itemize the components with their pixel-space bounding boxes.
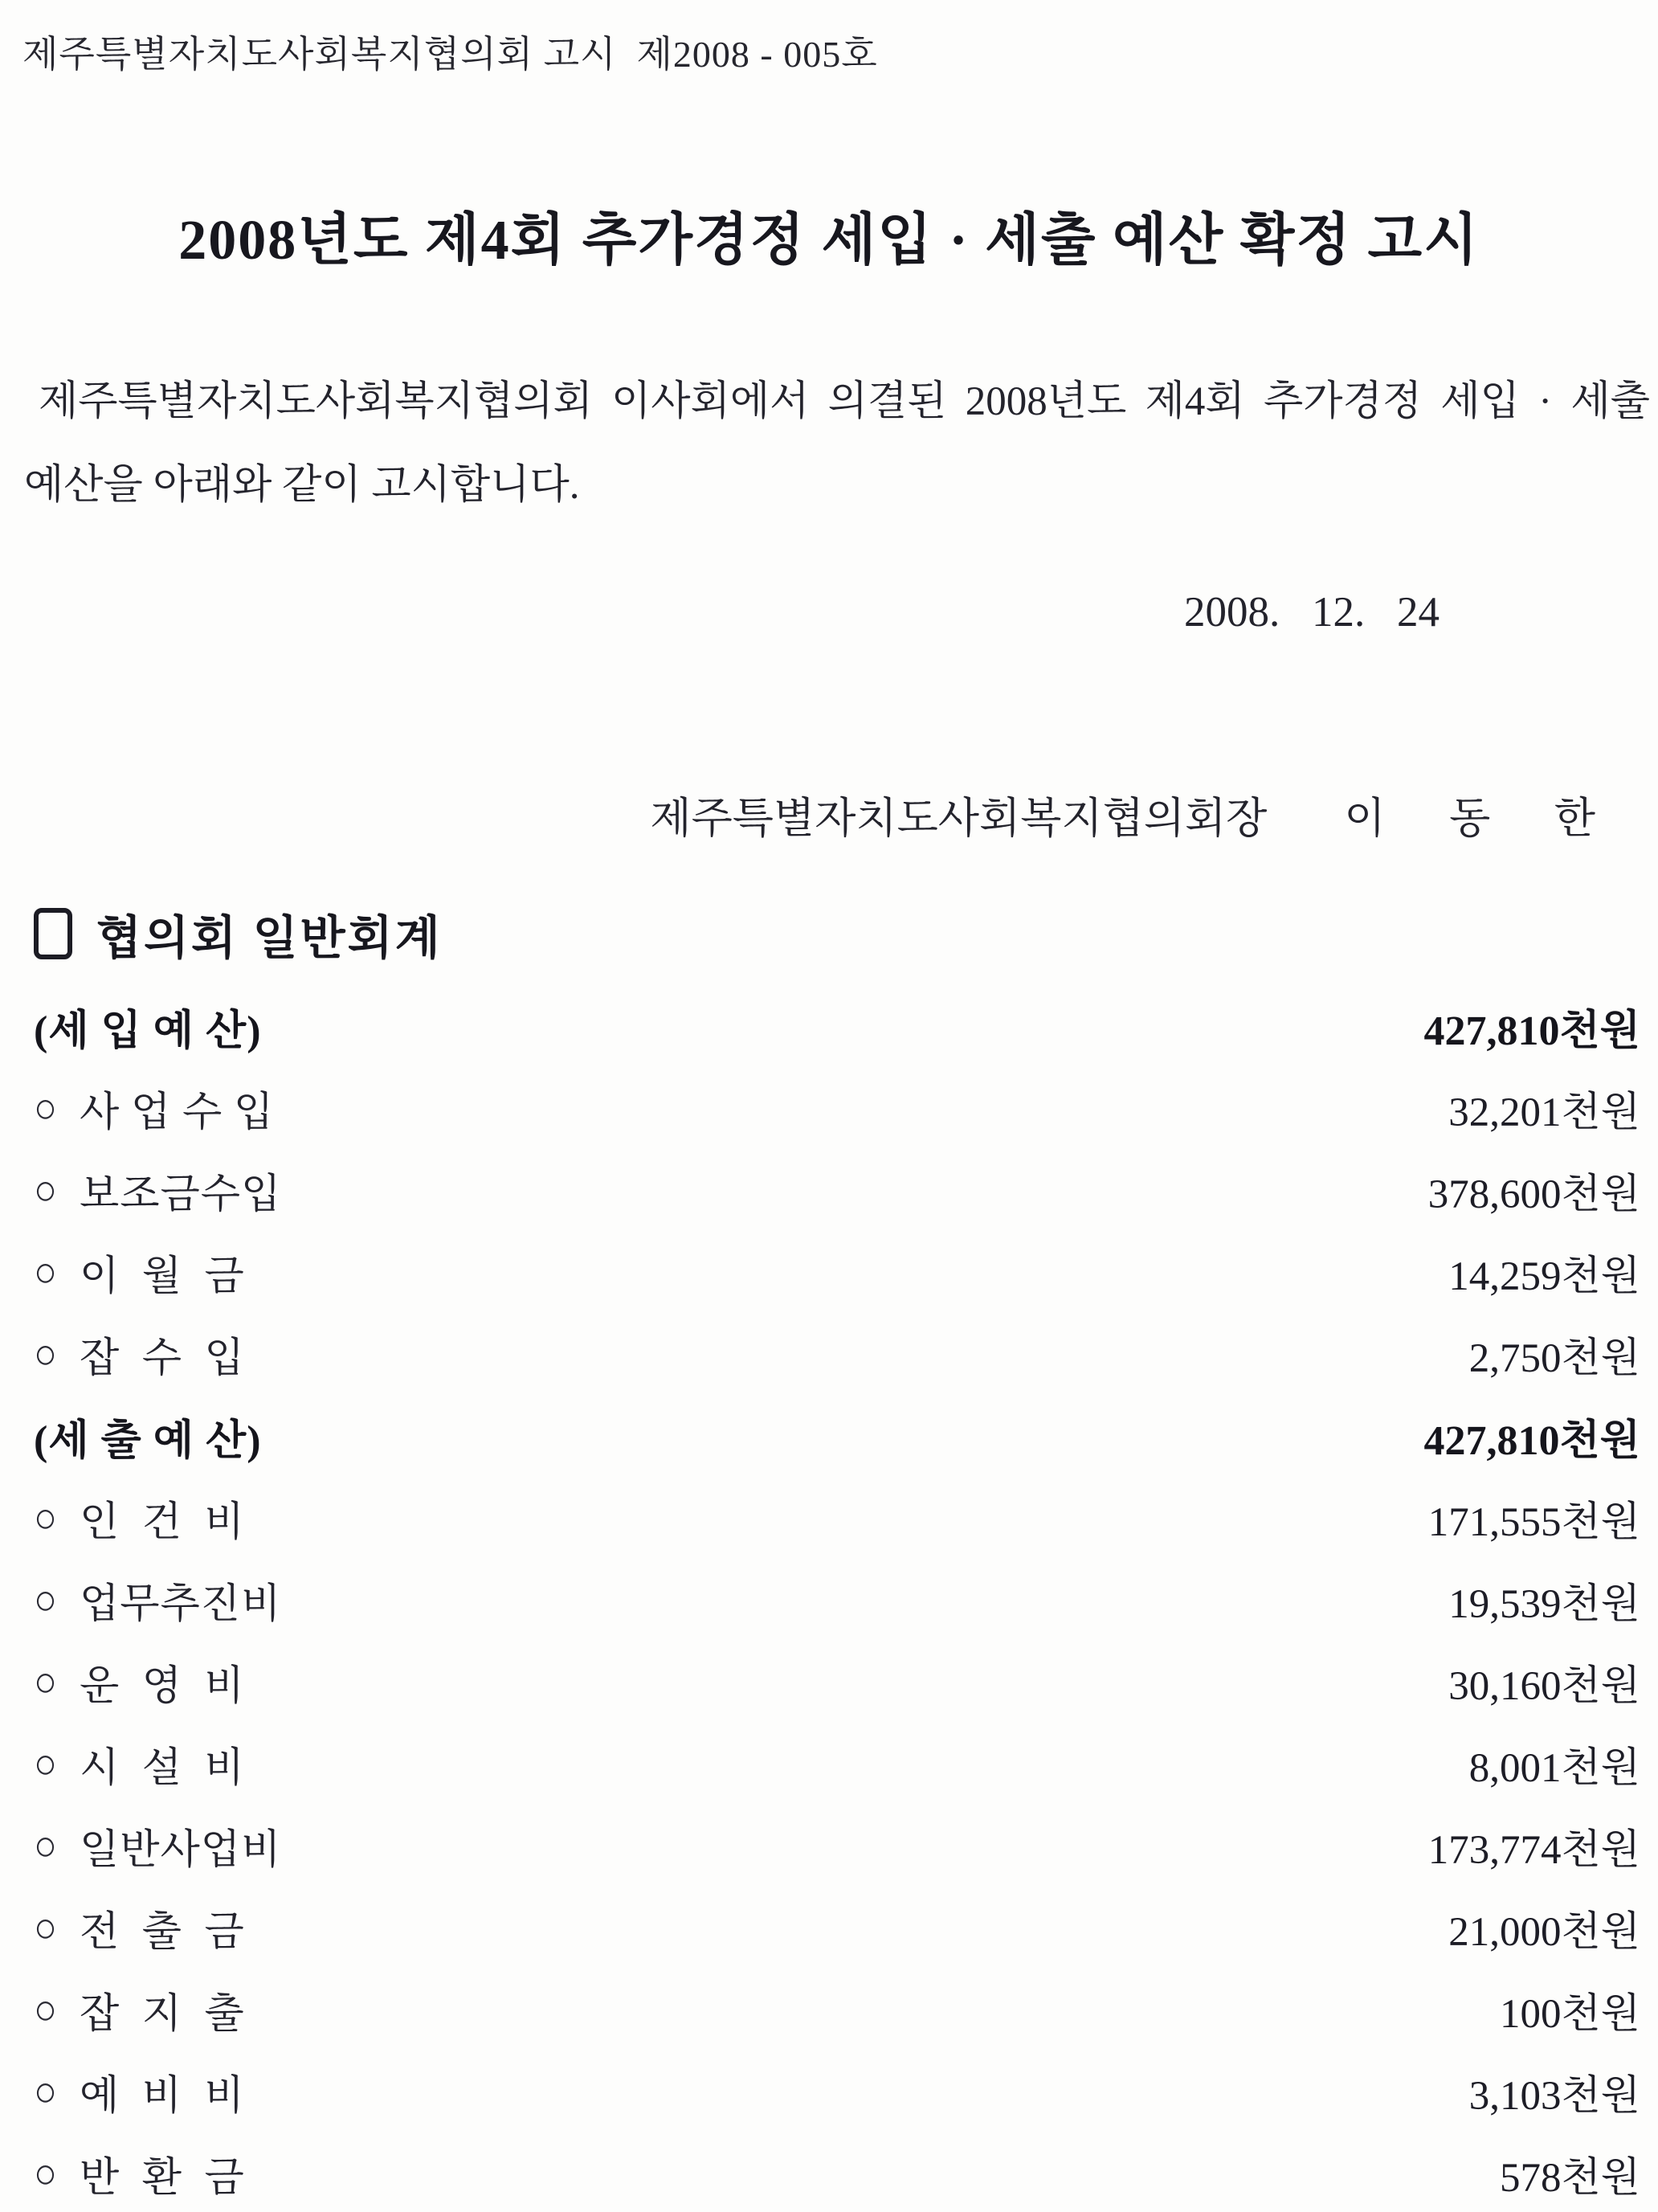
budget-row-label: 잡 수 입 [80, 1336, 245, 1381]
notice-date: 2008. 12. 24 [1184, 589, 1440, 636]
budget-row-value: 19,539천원 [1448, 1582, 1640, 1627]
budget-row-value: 173,774천원 [1427, 1828, 1640, 1873]
budget-row [34, 1067, 1640, 1149]
circle-bullet-icon: ○ [34, 1084, 57, 1132]
budget-row-label-group [34, 1816, 281, 1875]
budget-row-value: 171,555천원 [1427, 1500, 1640, 1545]
budget-row-value: 32,201천원 [1448, 1090, 1640, 1135]
budget-row-value: 427,810천원 [1423, 1417, 1640, 1464]
budget-row-label: 시 설 비 [80, 1746, 245, 1791]
checkbox-square-icon [34, 908, 72, 959]
budget-row-label: 인 건 비 [80, 1500, 245, 1545]
budget-row-label: 잡 지 출 [80, 1992, 245, 2037]
budget-row-label-group [34, 1160, 281, 1220]
budget-row [34, 1641, 1640, 1723]
circle-bullet-icon: ○ [34, 1330, 57, 1378]
budget-row-value: 21,000천원 [1448, 1910, 1640, 1955]
budget-row-label: 예 비 비 [80, 2074, 245, 2119]
circle-bullet-icon: ○ [34, 1494, 57, 1542]
budget-row-label: 전 출 금 [80, 1910, 245, 1955]
budget-row-value: 14,259천원 [1448, 1254, 1640, 1299]
budget-row-label-group [34, 1570, 281, 1629]
budget-row-label-group [34, 1898, 245, 1957]
budget-row [34, 1805, 1640, 1887]
budget-row [34, 2132, 1640, 2212]
budget-row-label-group [34, 1980, 245, 2039]
budget-row-value: 378,600천원 [1427, 1172, 1640, 1217]
budget-row [34, 1231, 1640, 1313]
budget-row-label: 사 업 수 입 [80, 1090, 275, 1135]
budget-row-label: 운 영 비 [80, 1664, 245, 1709]
budget-row-label: 반 환 금 [80, 2156, 245, 2201]
circle-bullet-icon: ○ [34, 1166, 57, 1214]
budget-row-value: 100천원 [1499, 1992, 1640, 2037]
budget-row-expenditure-total [34, 1395, 1640, 1477]
budget-row-label: 이 월 금 [80, 1254, 245, 1299]
signer-title: 제주특별자치도사회복지협의회장 [650, 795, 1268, 842]
budget-row [34, 1477, 1640, 1559]
body-paragraph [24, 360, 1650, 527]
budget-row-label-group [34, 1652, 245, 1711]
budget-row-label: (세 입 예 산) [34, 1008, 262, 1054]
body-line-1: 제주특별자치도사회복지협의회 이사회에서 의결된 2008년도 제4회 추가경정 세입 · 세출 [39, 379, 1650, 424]
budget-row-label-group [34, 1324, 245, 1384]
circle-bullet-icon: ○ [34, 2149, 57, 2198]
budget-row-label: 보조금수입 [80, 1172, 282, 1217]
budget-row-value: 2,750천원 [1468, 1336, 1640, 1381]
circle-bullet-icon: ○ [34, 2067, 57, 2116]
body-line-2: 예산을 아래와 같이 고시합니다. [24, 463, 580, 508]
budget-row-label: (세 출 예 산) [34, 1417, 262, 1464]
budget-row [34, 1969, 1640, 2050]
budget-row-value: 427,810천원 [1423, 1008, 1640, 1054]
budget-row-revenue-total [34, 985, 1640, 1067]
circle-bullet-icon: ○ [34, 1985, 57, 2034]
section-title: 협의회 일반회계 [96, 912, 443, 964]
budget-row [34, 1559, 1640, 1641]
budget-row-value: 3,103천원 [1468, 2074, 1640, 2119]
budget-row-value: 30,160천원 [1448, 1664, 1640, 1709]
budget-row-label-group [34, 1734, 245, 1793]
budget-row-value: 8,001천원 [1468, 1746, 1640, 1791]
signature-line [0, 736, 1658, 893]
budget-row [34, 1149, 1640, 1231]
budget-row [34, 2050, 1640, 2132]
circle-bullet-icon: ○ [34, 1740, 57, 1788]
budget-row [34, 1723, 1640, 1805]
budget-row-label-group [34, 1406, 262, 1466]
budget-row-label: 업무추진비 [80, 1582, 282, 1627]
budget-row-label-group [34, 2062, 245, 2121]
signer-name: 이 동 한 [1344, 795, 1595, 842]
budget-row-label-group [34, 996, 262, 1057]
budget-list [34, 985, 1640, 2212]
page-title: 2008년도 제4회 추가경정 세입 · 세출 예산 확정 고시 [178, 210, 1480, 272]
budget-row-label-group [34, 1488, 245, 1548]
section-header [34, 905, 443, 963]
budget-row-label-group [34, 1078, 274, 1138]
budget-row-label-group [34, 1242, 245, 1302]
circle-bullet-icon: ○ [34, 1248, 57, 1296]
notice-number: 제주특별자치도사회복지협의회 고시 제2008 - 005호 [22, 34, 878, 75]
budget-row-label: 일반사업비 [80, 1828, 282, 1873]
budget-row [34, 1313, 1640, 1395]
budget-row [34, 1887, 1640, 1969]
circle-bullet-icon: ○ [34, 1903, 57, 1952]
circle-bullet-icon: ○ [34, 1658, 57, 1706]
circle-bullet-icon: ○ [34, 1576, 57, 1624]
budget-row-label-group [34, 2144, 245, 2203]
circle-bullet-icon: ○ [34, 1822, 57, 1870]
budget-row-value: 578천원 [1499, 2156, 1640, 2201]
